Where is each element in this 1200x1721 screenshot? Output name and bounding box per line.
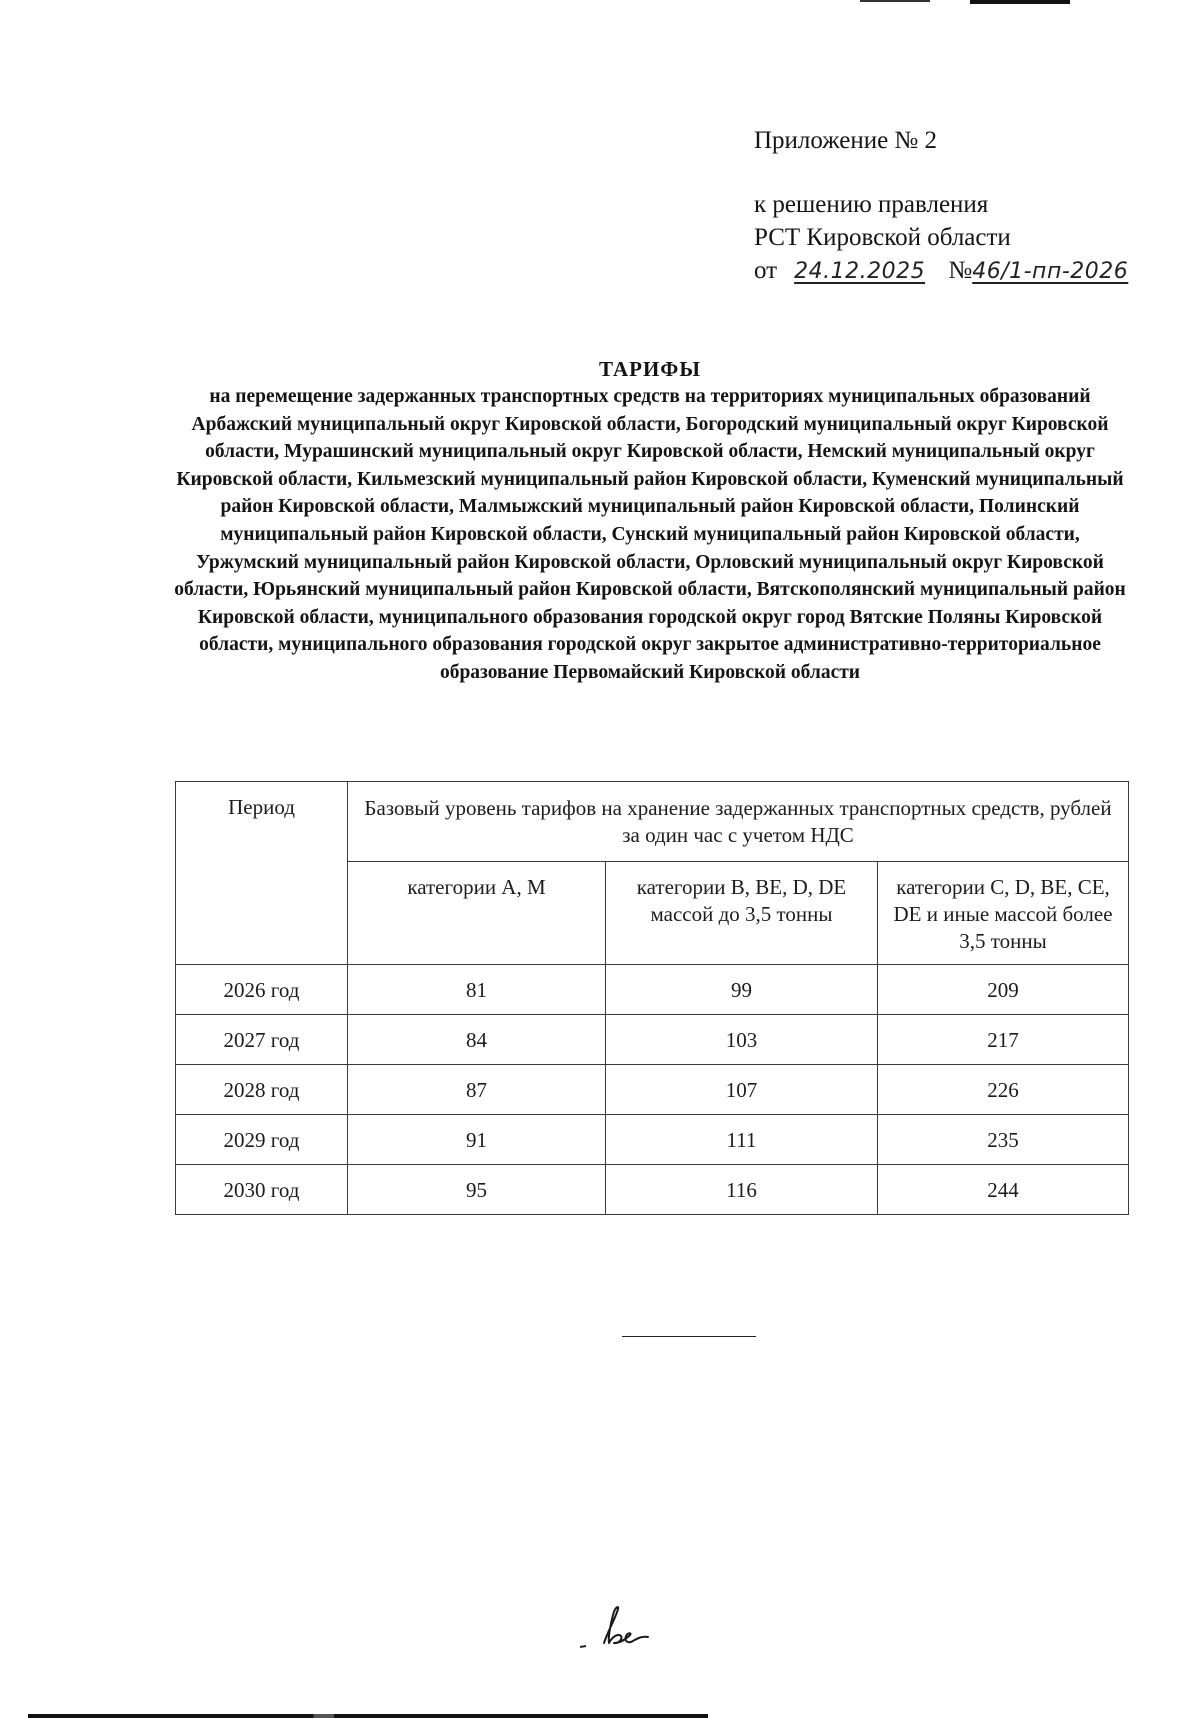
document-subtitle: на перемещение задержанных транспортных средств на территориях муниципальных образований Арбажский муниципальный округ Кировской области, Богородский муниципальный округ Кировской области, Мурашинский муниципальный округ Кировской области, Немский муниципальный округ Кировской области, Кильмезский муниципальный район Кировской области, Куменский муниципальный район Кировской области, Малмыжский муниципальный район Кировской области, Полинский муниципальный район Кировской области, Сунский муниципальный район Кировской области, Уржумский муниципальный район Кировской области, Орловский муниципальный округ Кировской области, Юрьянский муниципальный район Кировской области, Вятскополянский муниципальный район Кировской области, муниципального образования городской округ город Вятские Поляны Кировской области, муниципального образования городской округ закрытое административно-территориальное образование Первомайский Кировской области — [174, 386, 1126, 683]
tariff-value: 116 — [606, 1165, 878, 1215]
table-row — [176, 1165, 1129, 1215]
row-period: 2027 год — [176, 1015, 348, 1065]
table-row — [176, 965, 1129, 1015]
table-row — [176, 1065, 1129, 1115]
row-period: 2030 год — [176, 1165, 348, 1215]
annex-date-line — [754, 254, 1174, 288]
tariff-value: 84 — [348, 1015, 606, 1065]
row-period: 2028 год — [176, 1065, 348, 1115]
document-heading — [170, 355, 1130, 687]
tariff-group-header: Базовый уровень тарифов на хранение задержанных транспортных средств, рублей за один час с учетом НДС — [348, 782, 1129, 862]
row-period: 2029 год — [176, 1115, 348, 1165]
annex-number: Приложение № 2 — [754, 127, 938, 154]
date-prefix: от — [754, 257, 778, 284]
tariff-value: 95 — [348, 1165, 606, 1215]
tariff-value: 244 — [878, 1165, 1129, 1215]
tariff-value: 107 — [606, 1065, 878, 1115]
tariff-value: 217 — [878, 1015, 1129, 1065]
scan-edge-mark-bottom — [28, 1714, 708, 1718]
end-of-table-separator — [622, 1336, 756, 1337]
handwritten-number: 46/1-пп-2026 — [972, 259, 1129, 284]
table-row — [176, 1015, 1129, 1065]
column-header-category-over-3-5t: категории С, D, BE, CE, DE и иные массой более 3,5 тонны — [878, 862, 1129, 965]
table-row — [176, 1115, 1129, 1165]
scan-edge-mark — [860, 0, 1070, 4]
row-period: 2026 год — [176, 965, 348, 1015]
tariff-value: 99 — [606, 965, 878, 1015]
tariff-value: 91 — [348, 1115, 606, 1165]
annex-line-2: РСТ Кировской области — [754, 224, 1011, 251]
number-prefix: № — [948, 257, 973, 284]
column-header-category-up-to-3-5t: категории B, BE, D, DE массой до 3,5 тонны — [606, 862, 878, 965]
tariff-value: 103 — [606, 1015, 878, 1065]
period-header: Период — [176, 782, 348, 965]
tariff-value: 226 — [878, 1065, 1129, 1115]
tariff-value: 81 — [348, 965, 606, 1015]
tariff-table — [175, 781, 1129, 1215]
annex-line-1: к решению правления — [754, 191, 989, 218]
handwritten-date: 24.12.2025 — [794, 259, 926, 284]
tariff-value: 209 — [878, 965, 1129, 1015]
tariff-value: 87 — [348, 1065, 606, 1115]
table-header-row — [176, 782, 1129, 862]
tariff-value: 111 — [606, 1115, 878, 1165]
column-header-category-a-m: категории А, М — [348, 862, 606, 965]
tariff-value: 235 — [878, 1115, 1129, 1165]
annex-header — [754, 124, 1174, 288]
document-title: ТАРИФЫ — [599, 357, 701, 381]
handwritten-initials — [578, 1603, 658, 1653]
